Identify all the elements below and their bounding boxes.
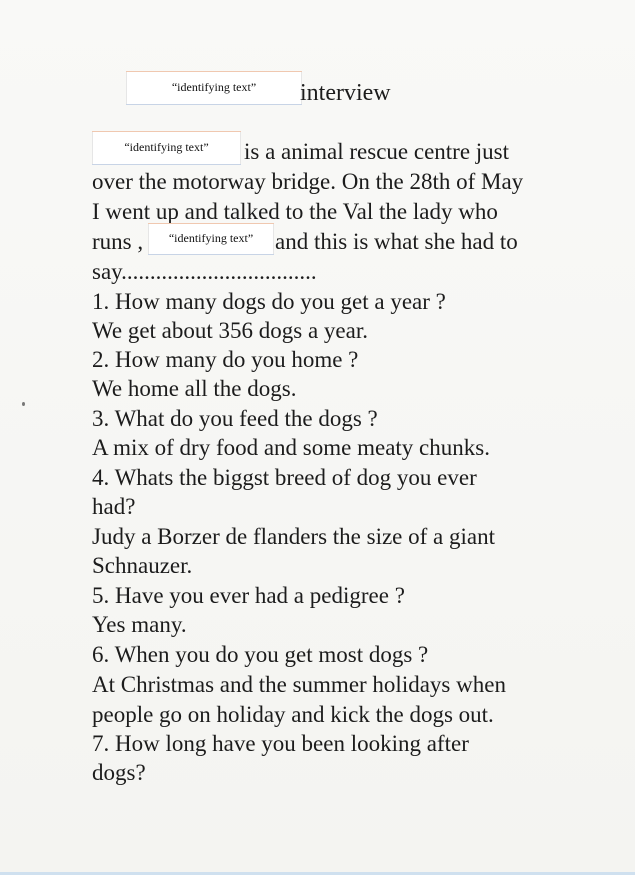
intro-redaction-box [92,132,241,164]
answer-6-cont: people go on holiday and kick the dogs out. [92,702,494,727]
answer-4: Judy a Borzer de flanders the size of a giant [92,524,495,549]
heading-title: interview [300,80,391,106]
answer-6: At Christmas and the summer holidays when [92,672,506,697]
answer-1: We get about 356 dogs a year. [92,318,368,343]
intro-line-5: say.................................. [92,259,317,284]
question-3: 3. What do you feed the dogs ? [92,406,378,431]
question-2: 2. How many do you home ? [92,347,359,372]
answer-4-cont: Schnauzer. [92,553,193,578]
intro-line-1: is a animal rescue centre just [244,139,510,164]
answer-2: We home all the dogs. [92,376,297,401]
answer-5: Yes many. [92,612,187,637]
intro-line-4-start: runs , [92,229,144,254]
question-7: 7. How long have you been looking after [92,731,469,756]
question-7-cont: dogs? [92,760,146,785]
heading-redaction-label: “identifying text” [171,80,257,94]
question-4: 4. Whats the biggst breed of dog you ever [92,465,477,490]
inline-redaction-label: “identifying text” [168,231,254,245]
intro-line-3: I went up and talked to the Val the lady who [92,199,498,224]
question-4-cont: had? [92,494,136,519]
scan-speck [22,402,25,406]
question-6: 6. When you do you get most dogs ? [92,642,429,667]
intro-line-4-end: and this is what she had to [275,229,518,254]
question-5: 5. Have you ever had a pedigree ? [92,583,405,608]
question-1: 1. How many dogs do you get a year ? [92,289,446,314]
intro-redaction-label: “identifying text” [124,140,209,154]
inline-redaction-box [148,224,274,254]
heading-redaction-box [126,72,302,104]
intro-line-2: over the motorway bridge. On the 28th of May [92,169,524,194]
answer-3: A mix of dry food and some meaty chunks. [92,435,490,460]
